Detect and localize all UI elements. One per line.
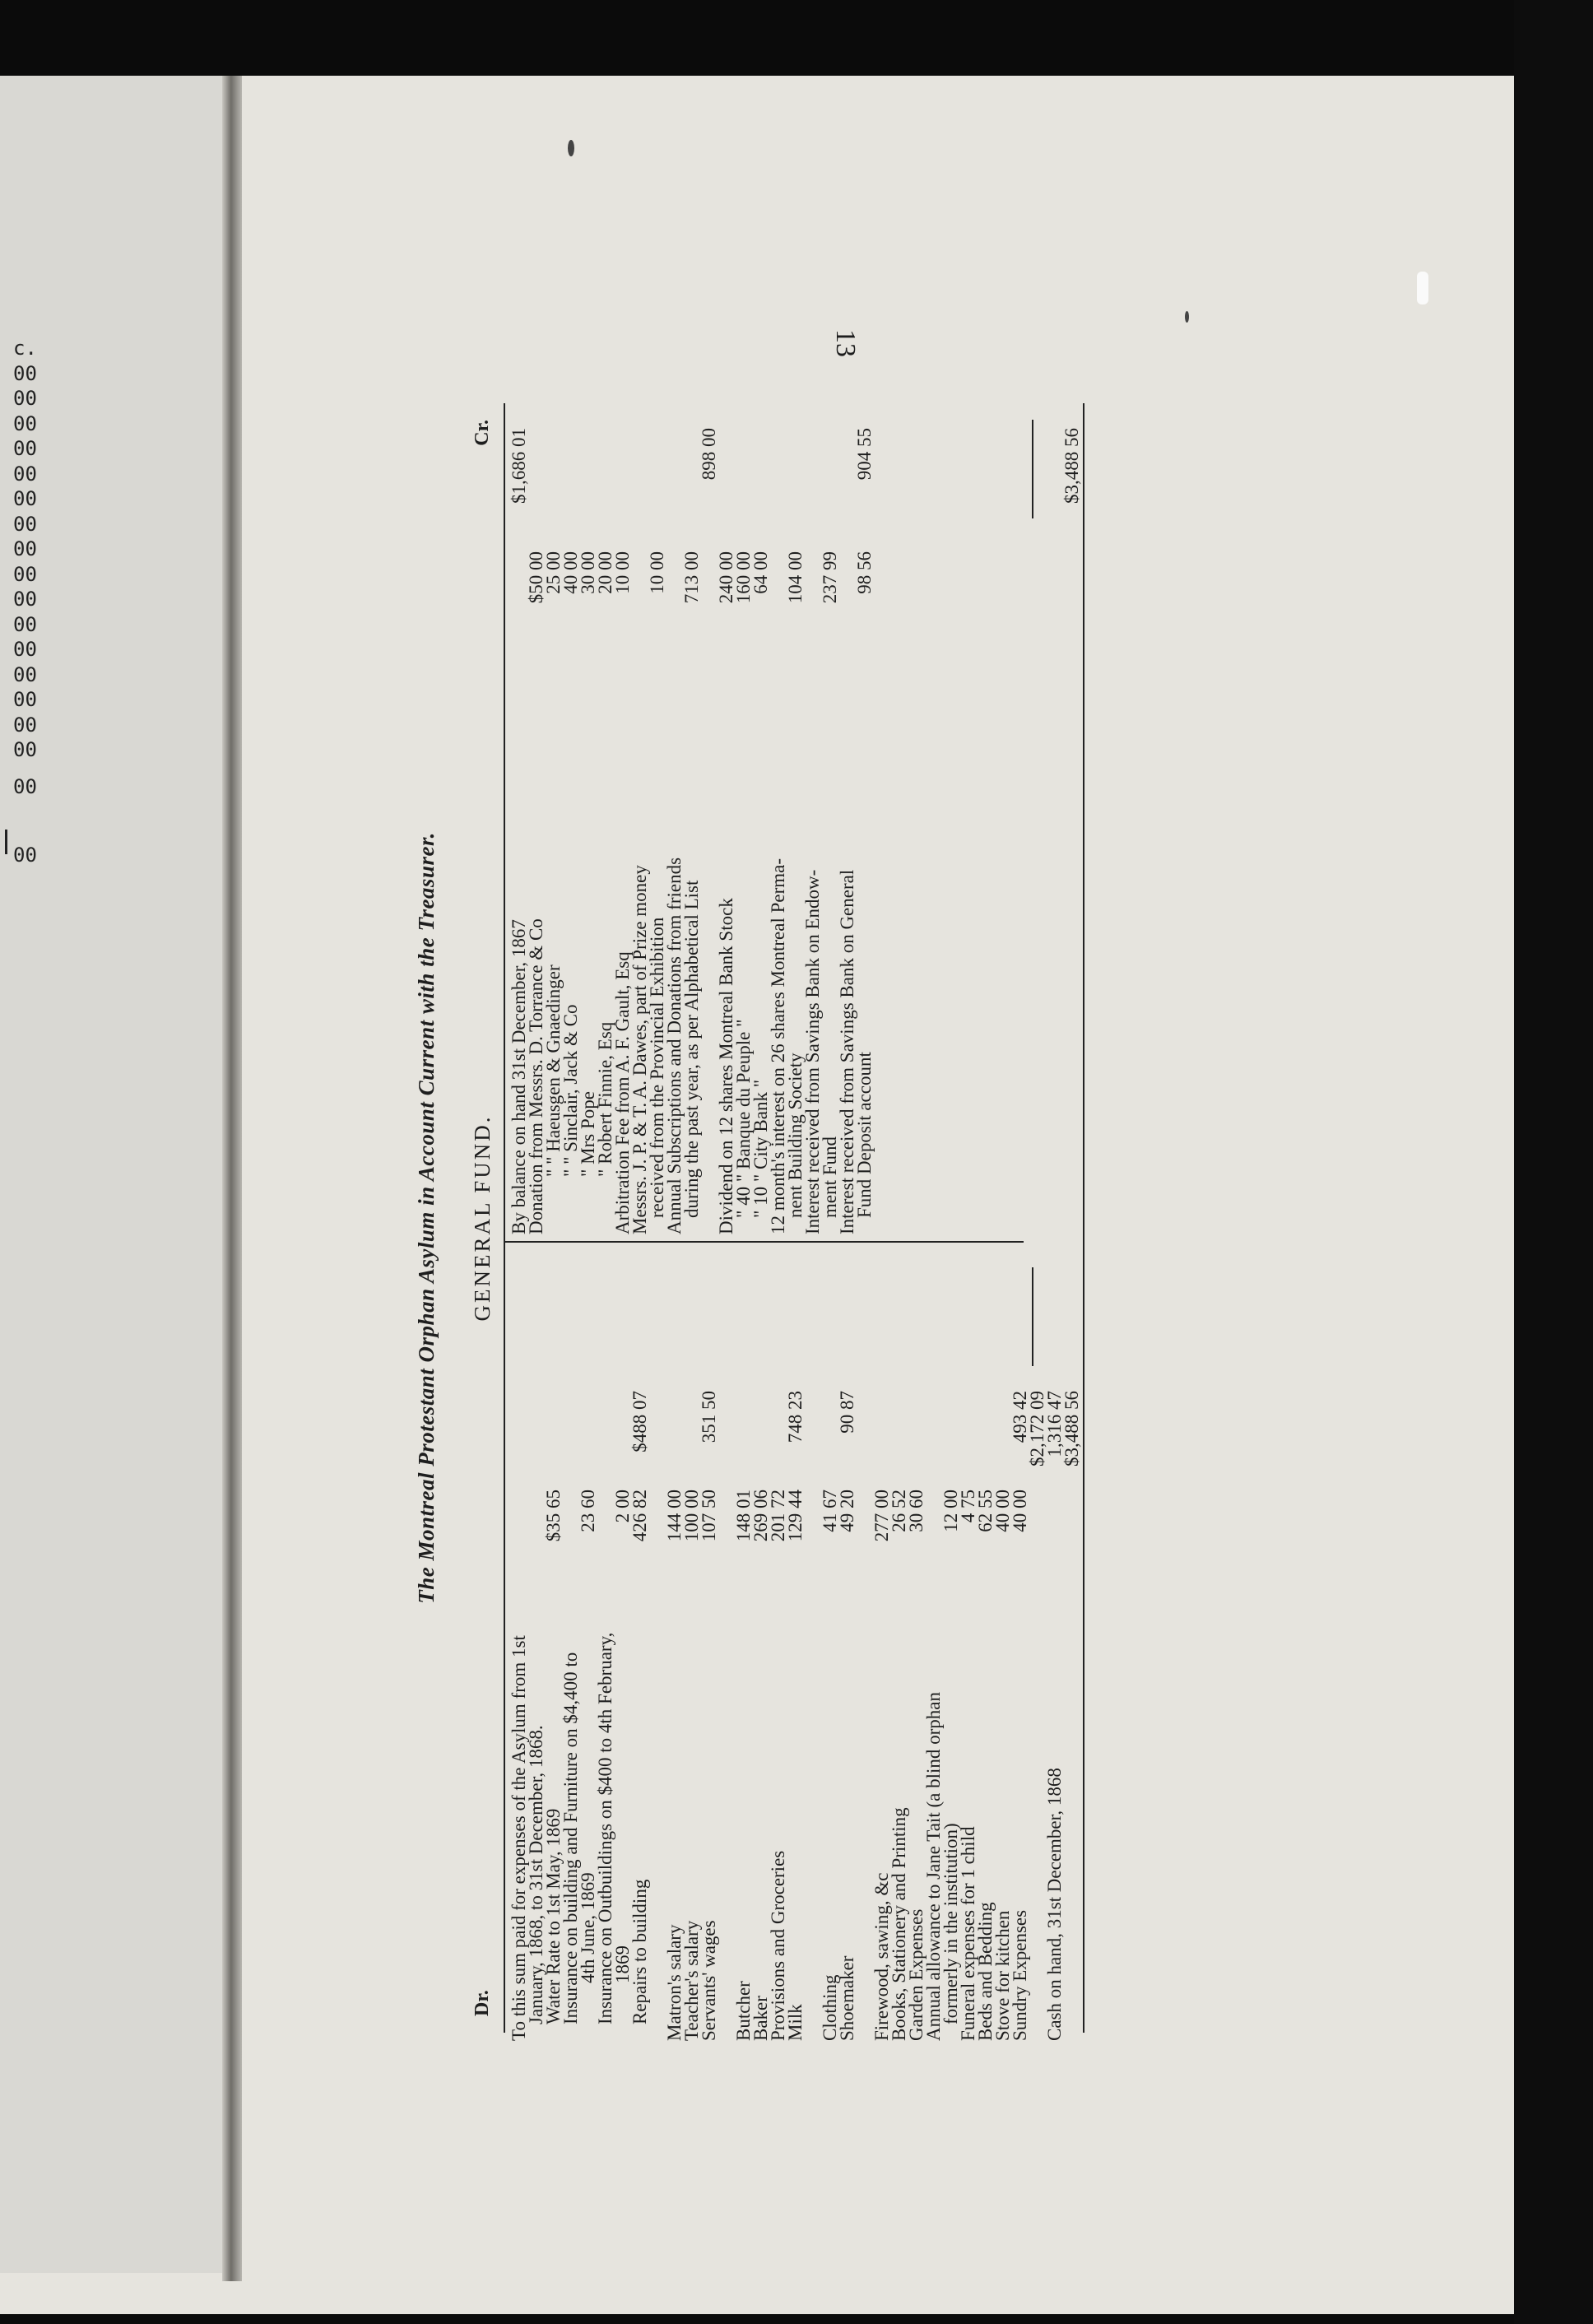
debit-row xyxy=(597,1251,614,2041)
entry-amount: 40 00 xyxy=(560,551,581,594)
credit-row xyxy=(1011,420,1029,1234)
entry-amount: 26 52 xyxy=(889,1490,909,1532)
entry-amount: $50 00 xyxy=(526,551,546,604)
entry-amount: 426 82 xyxy=(629,1490,650,1542)
entry-amount: 20 00 xyxy=(595,551,615,594)
debit-row xyxy=(994,1251,1011,2041)
entry-description: Insurance on building and Furniture on $4,400 to xyxy=(560,1652,581,2024)
entry-description: Interest received from Savings Bank on Endow- xyxy=(802,869,823,1234)
entry-amount: $488 07 xyxy=(629,1391,650,1452)
credit-row xyxy=(959,420,977,1234)
debit-row xyxy=(977,1251,994,2041)
left-value: 00 xyxy=(13,738,37,761)
debit-row xyxy=(631,1251,648,2041)
left-page-rule xyxy=(5,830,7,854)
debit-row xyxy=(562,1251,579,2041)
entry-amount: 64 00 xyxy=(750,551,771,594)
debit-row xyxy=(821,1251,838,2041)
credit-row xyxy=(562,420,579,1234)
debit-row xyxy=(856,1251,873,2041)
debit-row xyxy=(1029,1251,1046,2041)
entry-amount: 30 00 xyxy=(578,551,598,594)
left-value: 00 xyxy=(13,462,37,486)
entry-description: To this sum paid for expenses of the Asylum from 1st xyxy=(509,1635,529,2041)
credit-row xyxy=(718,420,735,1234)
entry-description: formerly in the institution) xyxy=(940,1823,961,2024)
credit-row xyxy=(527,420,545,1234)
entry-description: Donation from Messrs. D. Torrance & Co xyxy=(526,918,546,1234)
debit-row xyxy=(890,1251,908,2041)
debit-label: Dr. xyxy=(471,1990,493,2016)
debit-row xyxy=(614,1251,631,2041)
left-page-total xyxy=(13,843,63,868)
entry-description: Books, Stationery and Printing xyxy=(889,1807,909,2041)
credit-row xyxy=(752,420,769,1234)
left-value: 00 xyxy=(13,387,37,410)
entry-amount: $3,488 56 xyxy=(1061,428,1082,504)
entry-description: " 40 " Banque du Peuple " xyxy=(733,1019,754,1218)
entry-amount: 904 55 xyxy=(854,428,875,481)
entry-description: Annual allowance to Jane Tait (a blind orphan xyxy=(923,1692,944,2041)
entry-amount: 201 72 xyxy=(768,1490,788,1542)
entry-amount: 12 00 xyxy=(940,1490,961,1532)
entry-amount: 49 20 xyxy=(837,1490,857,1532)
entry-description: Garden Expenses xyxy=(906,1908,927,2041)
ink-speck xyxy=(568,140,574,156)
credit-row xyxy=(873,420,890,1234)
left-column-header: c. xyxy=(13,337,37,360)
entry-amount: 104 00 xyxy=(785,551,806,604)
debit-row xyxy=(787,1251,804,2041)
entry-amount: 240 00 xyxy=(716,551,736,604)
left-value: 00 xyxy=(13,562,37,586)
entry-amount: 41 67 xyxy=(820,1490,840,1532)
entry-description: Annual Subscriptions and Donations from friends xyxy=(664,857,685,1234)
credit-row xyxy=(1046,420,1063,1234)
debit-row xyxy=(769,1251,787,2041)
entry-amount: 160 00 xyxy=(733,551,754,604)
entry-description: Fund Deposit account xyxy=(854,1052,875,1218)
total-rule xyxy=(1032,1267,1033,1366)
debit-row xyxy=(1046,1251,1063,2041)
entry-amount: 129 44 xyxy=(785,1490,806,1542)
credit-row xyxy=(597,420,614,1234)
debit-row xyxy=(908,1251,925,2041)
entry-description: Clothing xyxy=(820,1974,840,2041)
entry-description: nent Building Society xyxy=(785,1053,806,1218)
left-total-value: 00 xyxy=(13,844,37,867)
book-gutter xyxy=(222,76,242,2281)
account-title: The Montreal Protestant Orphan Asylum in Account Current with the Treasurer. xyxy=(414,832,439,1604)
credit-row xyxy=(510,420,527,1234)
debit-row xyxy=(718,1251,735,2041)
entry-amount: 23 60 xyxy=(578,1490,598,1532)
debit-row xyxy=(683,1251,700,2041)
entry-description: Matron's salary xyxy=(664,1924,685,2041)
total-rule xyxy=(1032,420,1033,518)
credit-row xyxy=(735,420,752,1234)
ink-speck xyxy=(1185,311,1189,323)
entry-description: Milk xyxy=(785,2004,806,2041)
entry-description: Dividend on 12 shares Montreal Bank Stock xyxy=(716,898,736,1234)
credit-row xyxy=(614,420,631,1234)
entry-description: received from the Provincial Exhibition xyxy=(647,917,667,1218)
entry-description: " Robert Finnie, Esq xyxy=(595,1021,615,1177)
entry-amount: 107 50 xyxy=(699,1490,719,1542)
entry-amount: 277 00 xyxy=(871,1490,892,1542)
entry-amount: 269 06 xyxy=(750,1490,771,1542)
credit-row xyxy=(700,420,718,1234)
left-value: 00 xyxy=(13,512,37,536)
entry-amount: 144 00 xyxy=(664,1490,685,1542)
credit-row xyxy=(769,420,787,1234)
credit-row xyxy=(648,420,666,1234)
debit-row xyxy=(527,1251,545,2041)
left-value: 00 xyxy=(13,612,37,636)
entry-description: Interest received from Savings Bank on General xyxy=(837,869,857,1234)
entry-description: " " Sinclair, Jack & Co xyxy=(560,1004,581,1177)
entry-amount: 100 00 xyxy=(681,1490,702,1542)
left-value: 00 xyxy=(13,774,37,798)
entry-description: " " Haeusgen & Gnaedinger xyxy=(543,964,564,1177)
debit-row xyxy=(752,1251,769,2041)
entry-amount: 98 56 xyxy=(854,551,875,594)
left-page-column xyxy=(13,336,63,799)
debit-row xyxy=(666,1251,683,2041)
debit-row xyxy=(579,1251,597,2041)
entry-amount: $2,172 09 xyxy=(1027,1391,1047,1466)
credit-label: Cr. xyxy=(471,420,493,446)
left-value: 00 xyxy=(13,537,37,560)
entry-amount: 713 00 xyxy=(681,551,702,604)
credit-row xyxy=(787,420,804,1234)
debit-row xyxy=(873,1251,890,2041)
credit-row xyxy=(579,420,597,1234)
entry-amount: 40 00 xyxy=(992,1490,1013,1532)
debit-row xyxy=(735,1251,752,2041)
entry-description: Funeral expenses for 1 child xyxy=(958,1826,978,2041)
entry-description: Insurance on Outbuildings on $400 to 4th February, xyxy=(595,1632,615,2024)
bottom-rule xyxy=(1083,403,1084,2033)
debit-row xyxy=(510,1251,527,2041)
left-value: 00 xyxy=(13,662,37,686)
credit-row xyxy=(821,420,838,1234)
entry-amount: 62 55 xyxy=(975,1490,996,1532)
entry-description: Arbitration Fee from A. F. Gault, Esq xyxy=(612,951,633,1234)
debit-row xyxy=(838,1251,856,2041)
entry-description: Repairs to building xyxy=(629,1879,650,2024)
entry-amount: 2 00 xyxy=(612,1490,633,1523)
entry-amount: $35 65 xyxy=(543,1490,564,1542)
credit-row xyxy=(856,420,873,1234)
entry-amount: 237 99 xyxy=(820,551,840,604)
fund-heading: GENERAL FUND. xyxy=(470,1114,495,1322)
entry-description: Servants' wages xyxy=(699,1920,719,2041)
left-value: 00 xyxy=(13,411,37,435)
credit-row xyxy=(925,420,942,1234)
entry-amount: 10 00 xyxy=(647,551,667,594)
entry-amount: 40 00 xyxy=(1010,1490,1030,1532)
credit-row xyxy=(666,420,683,1234)
entry-description: " Mrs Pope xyxy=(578,1091,598,1177)
credit-row xyxy=(1063,420,1080,1234)
entry-amount: 748 23 xyxy=(785,1391,806,1443)
debit-row xyxy=(1011,1251,1029,2041)
entry-description: 4th June, 1869 xyxy=(578,1872,598,1983)
debit-row xyxy=(925,1251,942,2041)
credit-row xyxy=(977,420,994,1234)
credit-row xyxy=(908,420,925,1234)
left-value: 00 xyxy=(13,688,37,711)
entry-description: ment Fund xyxy=(820,1136,840,1218)
credit-row xyxy=(1029,420,1046,1234)
entry-amount: 148 01 xyxy=(733,1490,754,1542)
debit-row xyxy=(700,1251,718,2041)
entry-amount: 90 87 xyxy=(837,1391,857,1434)
entry-description: Messrs. J. P. & T. A. Dawes, part of Prize money xyxy=(629,865,650,1234)
entry-amount: $3,488 56 xyxy=(1061,1391,1082,1466)
entry-description: " 10 " City Bank " xyxy=(750,1079,771,1218)
entry-description: Provisions and Groceries xyxy=(768,1850,788,2041)
debit-row xyxy=(942,1251,959,2041)
credit-row xyxy=(804,420,821,1234)
entry-description: Shoemaker xyxy=(837,1955,857,2041)
credit-row xyxy=(942,420,959,1234)
entry-description: Teacher's salary xyxy=(681,1920,702,2041)
center-rule xyxy=(505,1241,1024,1243)
entry-amount: 25 00 xyxy=(543,551,564,594)
debit-row xyxy=(959,1251,977,2041)
debit-row xyxy=(648,1251,666,2041)
entry-description: 12 month's interest on 26 shares Montreal Perma- xyxy=(768,858,788,1234)
top-rule xyxy=(504,403,505,2033)
credit-row xyxy=(545,420,562,1234)
entry-description: Stove for kitchen xyxy=(992,1910,1013,2041)
left-value: 00 xyxy=(13,713,37,737)
entry-amount: $1,686 01 xyxy=(509,428,529,504)
left-value: 00 xyxy=(13,588,37,611)
credit-row xyxy=(838,420,856,1234)
debit-row xyxy=(804,1251,821,2041)
entry-description: By balance on hand 31st December, 1867 xyxy=(509,919,529,1234)
left-value: 00 xyxy=(13,437,37,460)
entry-amount: 10 00 xyxy=(612,551,633,594)
entry-amount: 4 75 xyxy=(958,1490,978,1523)
entry-amount: 1,316 47 xyxy=(1044,1391,1065,1457)
credit-row xyxy=(631,420,648,1234)
entry-description: Sundry Expenses xyxy=(1010,1909,1030,2041)
paper-hole xyxy=(1417,272,1428,304)
credit-row xyxy=(890,420,908,1234)
credit-row xyxy=(683,420,700,1234)
entry-description: 1869 xyxy=(612,1945,633,1983)
debit-column xyxy=(510,1251,1080,2041)
credit-row xyxy=(994,420,1011,1234)
entry-description: Water Rate to 1st May, 1869 xyxy=(543,1808,564,2024)
entry-description: Baker xyxy=(750,1996,771,2041)
entry-amount: 898 00 xyxy=(699,428,719,481)
entry-description: during the past year, as per Alphabetical List xyxy=(681,880,702,1218)
ledger-sheet xyxy=(414,395,1280,2041)
entry-description: Firewood, sawing, &c xyxy=(871,1872,892,2041)
entry-description: Cash on hand, 31st December, 1868 xyxy=(1044,1768,1065,2041)
entry-description: January, 1868, to 31st December, 1868. xyxy=(526,1725,546,2024)
credit-column xyxy=(510,420,1080,1234)
debit-row xyxy=(1063,1251,1080,2041)
entry-description: Butcher xyxy=(733,1981,754,2041)
left-value: 00 xyxy=(13,638,37,661)
entry-amount: 493 42 xyxy=(1010,1391,1030,1443)
entry-amount: 30 60 xyxy=(906,1490,927,1532)
entry-amount: 351 50 xyxy=(699,1391,719,1443)
debit-row xyxy=(545,1251,562,2041)
scan-border xyxy=(1514,0,1593,2324)
page-number: 13 xyxy=(830,329,861,357)
left-value: 00 xyxy=(13,487,37,510)
left-value: 00 xyxy=(13,361,37,385)
entry-description: Beds and Bedding xyxy=(975,1902,996,2041)
